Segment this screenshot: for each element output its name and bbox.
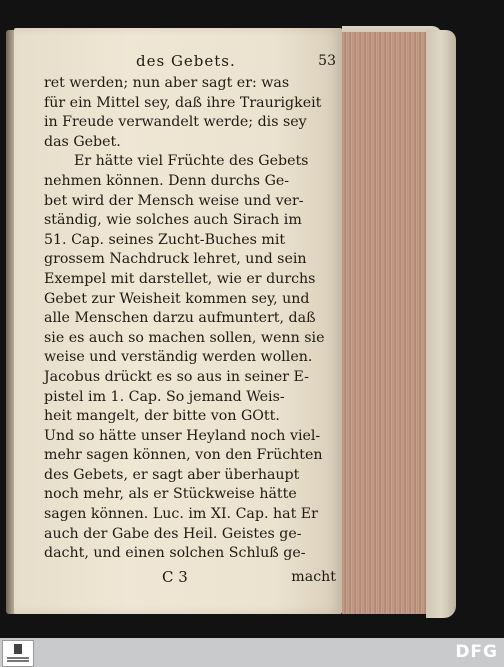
text-line: das Gebet. xyxy=(44,133,121,150)
text-line: bet wird der Mensch weise und ver- xyxy=(44,192,304,209)
text-line: ständig, wie solches auch Sirach im xyxy=(44,212,302,229)
running-title: des Gebets. xyxy=(136,52,236,70)
signature-mark: C 3 xyxy=(162,567,188,586)
library-logo-icon xyxy=(2,640,34,667)
text-line: pistel im 1. Cap. So jemand Weis- xyxy=(44,388,285,405)
page-number: 53 xyxy=(318,53,336,69)
text-line: mehr sagen können, von den Früchten xyxy=(44,447,323,464)
text-line: dacht, und einen solchen Schluß ge- xyxy=(44,545,306,562)
book xyxy=(6,24,458,618)
text-line: sagen können. Luc. im XI. Cap. hat Er xyxy=(44,506,318,523)
text-line: ret werden; nun aber sagt er: was xyxy=(44,75,290,91)
book-cover xyxy=(426,30,456,618)
text-line: heit mangelt, der bitte von GOtt. xyxy=(44,408,280,425)
dfg-logo: DFG xyxy=(455,642,498,662)
book-page xyxy=(14,28,342,614)
text-line: Jacobus drückt es so aus in seiner E- xyxy=(44,368,309,385)
text-line: für ein Mittel sey, daß ihre Traurigkeit xyxy=(44,94,322,111)
text-line: Und so hätte unser Heyland noch viel- xyxy=(44,427,321,444)
catchword: macht xyxy=(291,568,336,585)
text-line: des Gebets, er sagt aber überhaupt xyxy=(44,466,300,483)
page-text xyxy=(44,52,340,588)
text-line: auch der Gabe des Heil. Geistes ge- xyxy=(44,525,302,542)
text-line: Gebet zur Weisheit kommen sey, und xyxy=(44,290,310,307)
viewer-footer-bar xyxy=(0,638,504,667)
text-line: in Freude verwandelt werde; dis sey xyxy=(44,114,307,131)
text-line: Er hätte viel Früchte des Gebets xyxy=(74,153,309,170)
text-line: alle Menschen darzu aufmuntert, daß xyxy=(44,310,316,327)
page-header xyxy=(44,52,340,74)
text-line: nehmen können. Denn durchs Ge- xyxy=(44,172,290,189)
text-line: noch mehr, als er Stückweise hätte xyxy=(44,486,297,503)
page-footer xyxy=(44,568,340,588)
text-line: sie es auch so machen sollen, wenn sie xyxy=(44,329,325,346)
text-body xyxy=(44,74,340,564)
text-line: 51. Cap. seines Zucht-Buches mit xyxy=(44,231,286,248)
text-line: Exempel mit darstellet, wie er durchs xyxy=(44,270,316,287)
text-line: grossem Nachdruck lehret, und sein xyxy=(44,251,307,268)
text-line: weise und verständig werden wollen. xyxy=(44,349,313,366)
fore-edge xyxy=(342,32,438,614)
